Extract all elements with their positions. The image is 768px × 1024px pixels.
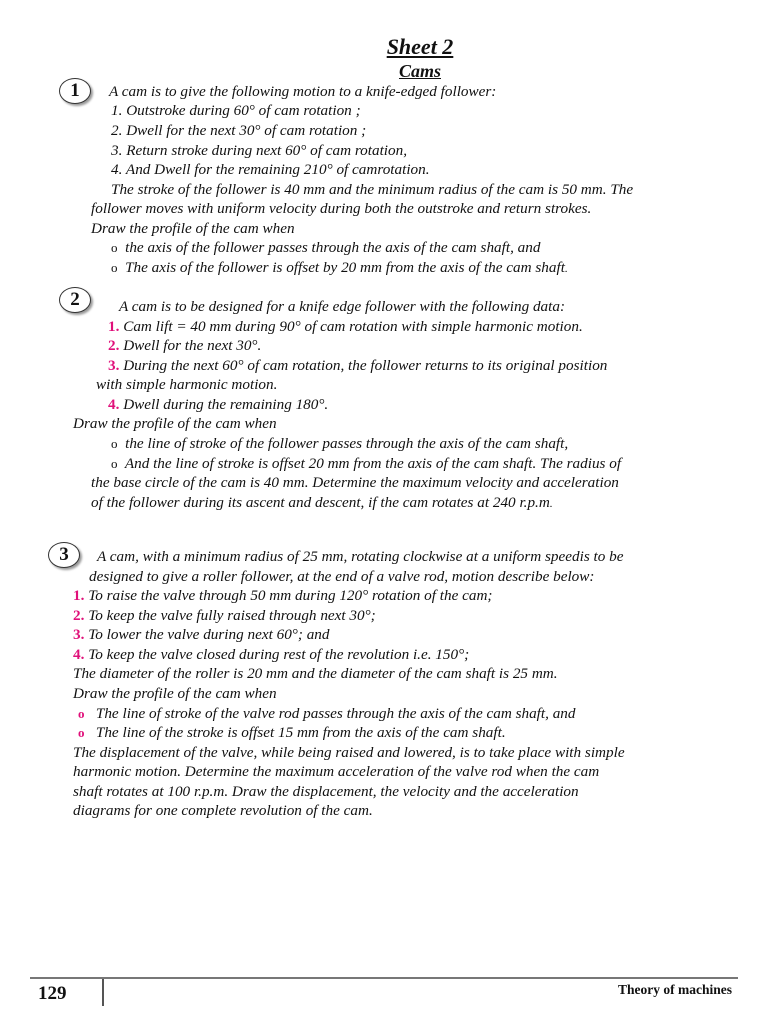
problem-3-text: The diameter of the roller is 20 mm and the diameter of the cam shaft is 25 mm. — [73, 665, 558, 682]
bullet: o — [78, 725, 85, 740]
problem-3-text: Draw the profile of the cam when — [73, 685, 277, 702]
problem-3-case-a: o The line of stroke of the valve rod passes through the axis of the cam shaft, and — [78, 705, 576, 722]
problem-3-intro: A cam, with a minimum radius of 25 mm, rotating clockwise at a uniform speedis to be — [97, 548, 624, 565]
problem-2-case-a: o the line of stroke of the follower passes through the axis of the cam shaft, — [111, 435, 569, 452]
problem-1-badge: 1 — [59, 78, 91, 104]
problem-3-text: The displacement of the valve, while being raised and lowered, is to take place with simple — [73, 744, 625, 761]
problem-1-text: Draw the profile of the cam when — [91, 220, 295, 237]
problem-3-badge: 3 — [48, 542, 80, 568]
problem-3-text: harmonic motion. Determine the maximum acceleration of the valve rod when the cam — [73, 763, 600, 780]
problem-2-step-3: 3. During the next 60° of cam rotation, the follower returns to its original position — [108, 357, 608, 374]
problem-1-step-1: 1. Outstroke during 60° of cam rotation ; — [111, 102, 361, 119]
problem-1-step-3: 3. Return stroke during next 60° of cam rotation, — [111, 142, 408, 159]
problem-3-text: shaft rotates at 100 r.p.m. Draw the displacement, the velocity and the acceleration — [73, 783, 579, 800]
bullet: o — [111, 260, 118, 275]
problem-1-text: The stroke of the follower is 40 mm and the minimum radius of the cam is 50 mm. The — [111, 181, 634, 198]
problem-2-text: the base circle of the cam is 40 mm. Determine the maximum velocity and acceleration — [91, 474, 619, 491]
page-number: 129 — [38, 983, 67, 1004]
bullet: o — [78, 706, 85, 721]
problem-3-step-1: 1. To raise the valve through 50 mm during 120° rotation of the cam; — [73, 587, 493, 604]
problem-2-intro: A cam is to be designed for a knife edge follower with the following data: — [119, 298, 566, 315]
bullet: o — [111, 456, 118, 471]
problem-1-step-2: 2. Dwell for the next 30° of cam rotation ; — [111, 122, 367, 139]
problem-2-case-b: o And the line of stroke is offset 20 mm from the axis of the cam shaft. The radius of — [111, 455, 622, 472]
problem-3-step-2: 2. To keep the valve fully raised through next 30°; — [73, 607, 376, 624]
problem-1-case-b: o The axis of the follower is offset by 20 mm from the axis of the cam shaft. — [111, 259, 568, 276]
footer-title: Theory of machines — [618, 982, 732, 997]
sheet-title: Sheet 2 — [386, 34, 454, 59]
problem-1-case-a: o the axis of the follower passes through the axis of the cam shaft, and — [111, 239, 541, 256]
problem-2-badge: 2 — [59, 287, 91, 313]
problem-2-text: Draw the profile of the cam when — [73, 415, 277, 432]
sheet-subtitle: Cams — [398, 61, 441, 81]
problem-3-case-b: o The line of the stroke is offset 15 mm from the axis of the cam shaft. — [78, 724, 506, 741]
problem-3-step-4: 4. To keep the valve closed during rest of the revolution i.e. 150°; — [73, 646, 470, 663]
footer-rule — [30, 977, 738, 979]
footer-divider — [102, 979, 104, 1006]
problem-2-step-2: 2. Dwell for the next 30°. — [108, 337, 262, 354]
problem-1-step-4: 4. And Dwell for the remaining 210° of camrotation. — [111, 161, 430, 178]
bullet: o — [111, 436, 118, 451]
bullet: o — [111, 240, 118, 255]
problem-2-text: with simple harmonic motion. — [96, 376, 278, 393]
problem-3-text: diagrams for one complete revolution of the cam. — [73, 802, 373, 819]
problem-2-step-4: 4. Dwell during the remaining 180°. — [108, 396, 329, 413]
problem-1-intro: A cam is to give the following motion to a knife-edged follower: — [109, 83, 497, 100]
problem-2-step-1: 1. Cam lift = 40 mm during 90° of cam rotation with simple harmonic motion. — [108, 318, 583, 335]
problem-3-text: designed to give a roller follower, at the end of a valve rod, motion describe below: — [89, 568, 595, 585]
problem-3-step-3: 3. To lower the valve during next 60°; and — [73, 626, 330, 643]
problem-1-text: follower moves with uniform velocity during both the outstroke and return strokes. — [91, 200, 592, 217]
problem-2-text: of the follower during its ascent and descent, if the cam rotates at 240 r.p.m. — [91, 494, 553, 511]
